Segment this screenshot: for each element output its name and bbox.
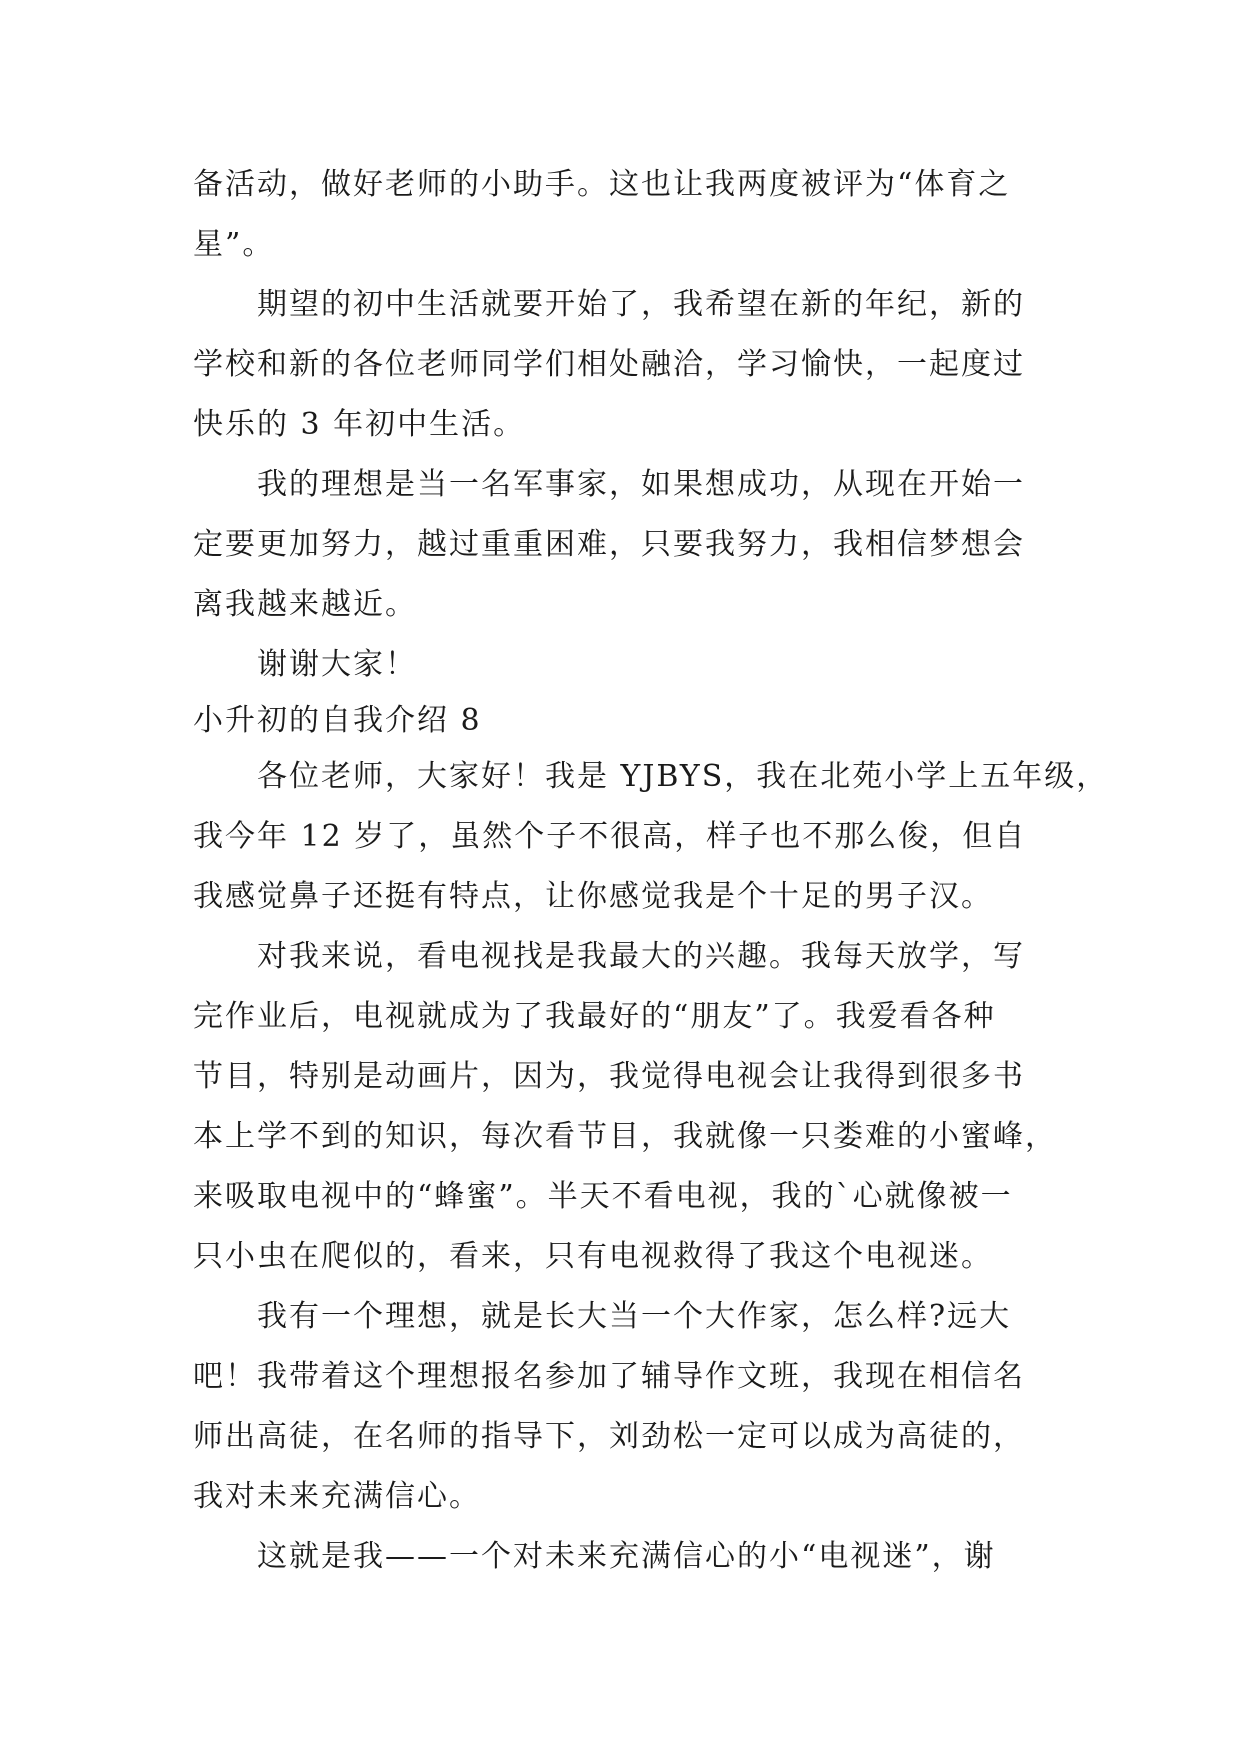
text-line: 完作业后，电视就成为了我最好的“朋友”了。我爱看各种 (193, 999, 996, 1034)
text-line: 这就是我——一个对未来充满信心的小“电视迷”，谢 (257, 1539, 996, 1574)
paragraph (193, 1527, 1053, 1587)
paragraph (193, 155, 1053, 275)
paragraph (193, 635, 1053, 695)
text-line: 本上学不到的知识，每次看节目，我就像一只娄难的小蜜峰， (193, 1119, 1057, 1154)
text-line: 快乐的 3 年初中生活。 (193, 407, 526, 442)
text-line: 期望的初中生活就要开始了，我希望在新的年纪，新的 (257, 287, 1025, 322)
text-line: 只小虫在爬似的，看来，只有电视救得了我这个电视迷。 (193, 1239, 993, 1274)
text-line: 定要更加努力，越过重重困难，只要我努力，我相信梦想会 (193, 527, 1025, 562)
paragraph (193, 1287, 1053, 1527)
text-line: 我的理想是当一名军事家，如果想成功，从现在开始一 (257, 467, 1025, 502)
section-heading: 小升初的自我介绍 8 (193, 703, 482, 738)
text-line: 各位老师，大家好！我是 YJBYS，我在北苑小学上五年级， (257, 759, 1109, 794)
text-line: 对我来说，看电视找是我最大的兴趣。我每天放学，写 (257, 939, 1025, 974)
text-line: 节目，特别是动画片，因为，我觉得电视会让我得到很多书 (193, 1059, 1025, 1094)
text-line: 我有一个理想，就是长大当一个大作家，怎么样?远大 (257, 1299, 1012, 1334)
text-line: 星”。 (193, 227, 275, 262)
text-line: 我对未来充满信心。 (193, 1479, 481, 1514)
text-line: 来吸取电视中的“蜂蜜”。半天不看电视，我的`心就像被一 (193, 1179, 1013, 1214)
text-line: 我感觉鼻子还挺有特点，让你感觉我是个十足的男子汉。 (193, 879, 993, 914)
paragraph (193, 275, 1053, 455)
document-body (193, 155, 1109, 1587)
text-line: 备活动，做好老师的小助手。这也让我两度被评为“体育之 (193, 167, 1011, 202)
text-line: 吧！我带着这个理想报名参加了辅导作文班，我现在相信名 (193, 1359, 1025, 1394)
text-line: 我今年 12 岁了，虽然个子不很高，样子也不那么俊，但自 (193, 819, 1027, 854)
text-line: 学校和新的各位老师同学们相处融洽，学习愉快，一起度过 (193, 347, 1025, 382)
paragraph (193, 927, 1057, 1287)
paragraph (193, 455, 1053, 635)
text-line: 谢谢大家！ (257, 647, 417, 682)
text-line: 师出高徒，在名师的指导下，刘劲松一定可以成为高徒的， (193, 1419, 1025, 1454)
text-line: 离我越来越近。 (193, 587, 417, 622)
paragraph (193, 747, 1109, 927)
